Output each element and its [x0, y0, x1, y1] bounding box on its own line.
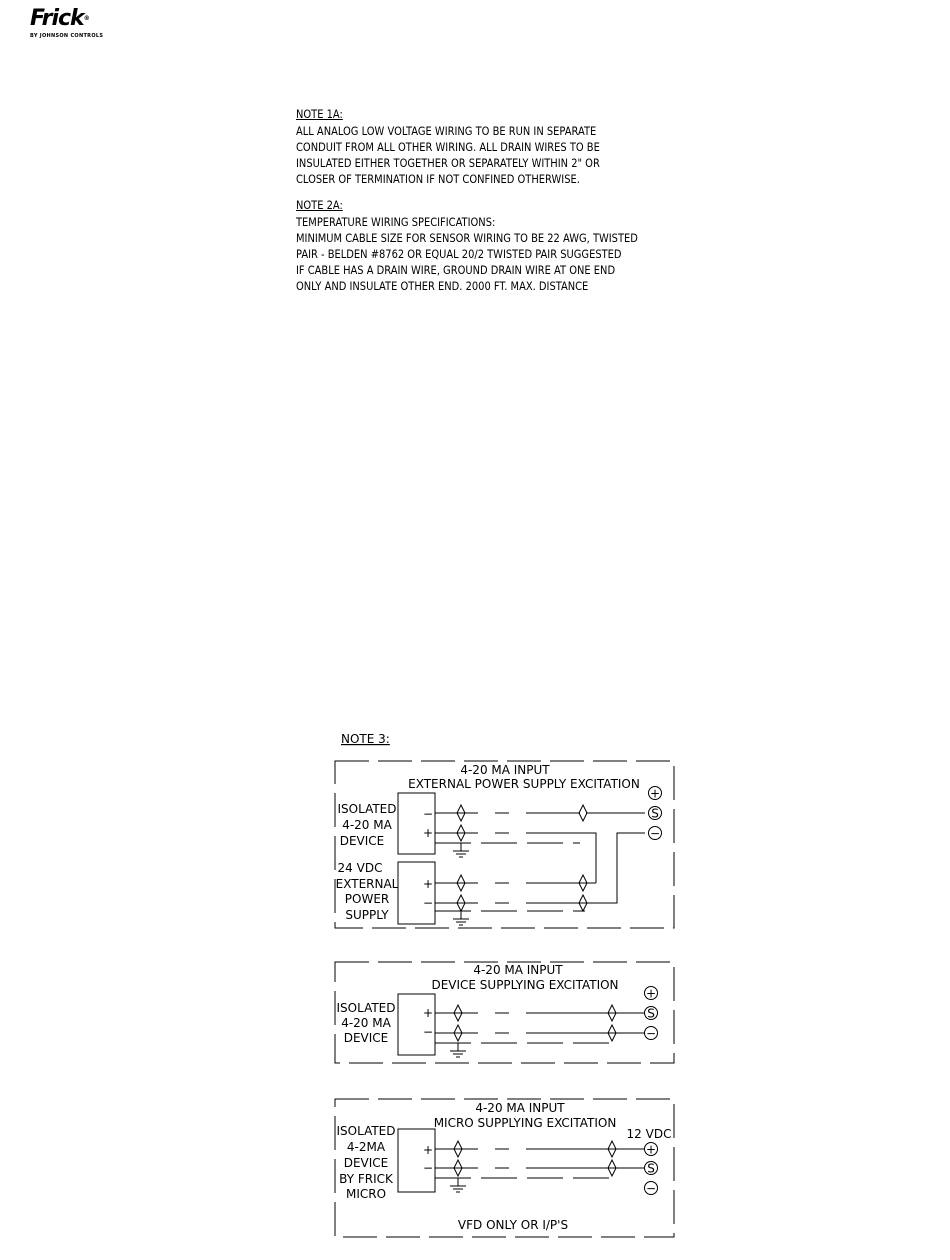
logo-registered: ®	[83, 15, 89, 22]
terminal-plus: +	[645, 1142, 657, 1157]
terminal-minus: −	[645, 1026, 657, 1041]
excitation-voltage: 12 VDC	[626, 1127, 672, 1141]
pin-plus: +	[422, 1006, 434, 1020]
note-heading: NOTE 2A:	[296, 198, 343, 212]
device-label-line: DEVICE	[343, 1156, 389, 1170]
panel-device-supplying-excitation	[335, 962, 674, 1063]
terminal-plus: +	[649, 786, 661, 801]
pin-minus: −	[422, 1025, 434, 1039]
device-label-line: 4-20 MA	[341, 1016, 391, 1030]
panel-title-line1: 4-20 MA INPUT	[473, 963, 563, 977]
note3-heading: NOTE 3:	[341, 732, 390, 746]
note-line: ALL ANALOG LOW VOLTAGE WIRING TO BE RUN IN SEPARATE	[296, 124, 597, 138]
device-label-line: 4-2MA	[346, 1140, 386, 1154]
panel-title-line1: 4-20 MA INPUT	[475, 1101, 565, 1115]
note-line: ONLY AND INSULATE OTHER END. 2000 FT. MAX. DISTANCE	[296, 279, 589, 293]
panel-external-power-supply	[335, 761, 674, 928]
logo-brand: Frick	[30, 6, 84, 31]
note-heading: NOTE 1A:	[296, 107, 343, 121]
device-label-line: 4-20 MA	[342, 818, 392, 832]
pin-minus: −	[422, 1161, 434, 1175]
supply-label-line: 24 VDC	[337, 861, 383, 875]
pin-plus: +	[422, 1143, 434, 1157]
supply-label-line: POWER	[344, 892, 390, 906]
supply-label-line: EXTERNAL	[335, 877, 399, 891]
terminal-signal: S	[647, 1161, 655, 1176]
external-power-supply-box	[398, 862, 435, 924]
pin-minus: −	[422, 896, 434, 910]
note-line: MINIMUM CABLE SIZE FOR SENSOR WIRING TO BE 22 AWG, TWISTED	[296, 231, 638, 245]
terminal-plus: +	[645, 986, 657, 1001]
terminal-signal: S	[651, 806, 659, 821]
panel-title-line1: 4-20 MA INPUT	[460, 763, 550, 777]
panel-title-line2: DEVICE SUPPLYING EXCITATION	[431, 978, 619, 992]
supply-label-line: SUPPLY	[345, 908, 389, 922]
pin-minus: −	[422, 807, 434, 821]
device-label-line: DEVICE	[343, 1031, 389, 1045]
note-line: CLOSER OF TERMINATION IF NOT CONFINED OTHERWISE.	[296, 172, 580, 186]
terminal-minus: −	[649, 826, 661, 841]
logo-tagline: BY JOHNSON CONTROLS	[30, 33, 104, 39]
terminal-minus: −	[645, 1181, 657, 1196]
terminal-signal: S	[647, 1006, 655, 1021]
note-line: INSULATED EITHER TOGETHER OR SEPARATELY WITHIN 2" OR	[296, 156, 600, 170]
pin-plus: +	[422, 877, 434, 891]
pin-plus: +	[422, 826, 434, 840]
device-label-line: ISOLATED	[336, 1001, 396, 1015]
note-line: IF CABLE HAS A DRAIN WIRE, GROUND DRAIN WIRE AT ONE END	[296, 263, 616, 277]
note-line: CONDUIT FROM ALL OTHER WIRING. ALL DRAIN WIRES TO BE	[296, 140, 600, 154]
device-label-line: ISOLATED	[337, 802, 397, 816]
panel-footer: VFD ONLY OR I/P'S	[457, 1218, 569, 1232]
isolated-device-box	[398, 793, 435, 854]
panel-micro-supplying-excitation	[335, 1099, 674, 1237]
panel-title-line2: EXTERNAL POWER SUPPLY EXCITATION	[408, 777, 640, 791]
device-label-line: DEVICE	[339, 834, 385, 848]
panel-title-line2: MICRO SUPPLYING EXCITATION	[433, 1116, 617, 1130]
device-label-line: ISOLATED	[336, 1124, 396, 1138]
device-label-line: BY FRICK	[339, 1172, 393, 1186]
note-line: PAIR - BELDEN #8762 OR EQUAL 20/2 TWISTED PAIR SUGGESTED	[296, 247, 622, 261]
note-line: TEMPERATURE WIRING SPECIFICATIONS:	[296, 215, 496, 229]
device-label-line: MICRO	[345, 1187, 387, 1201]
